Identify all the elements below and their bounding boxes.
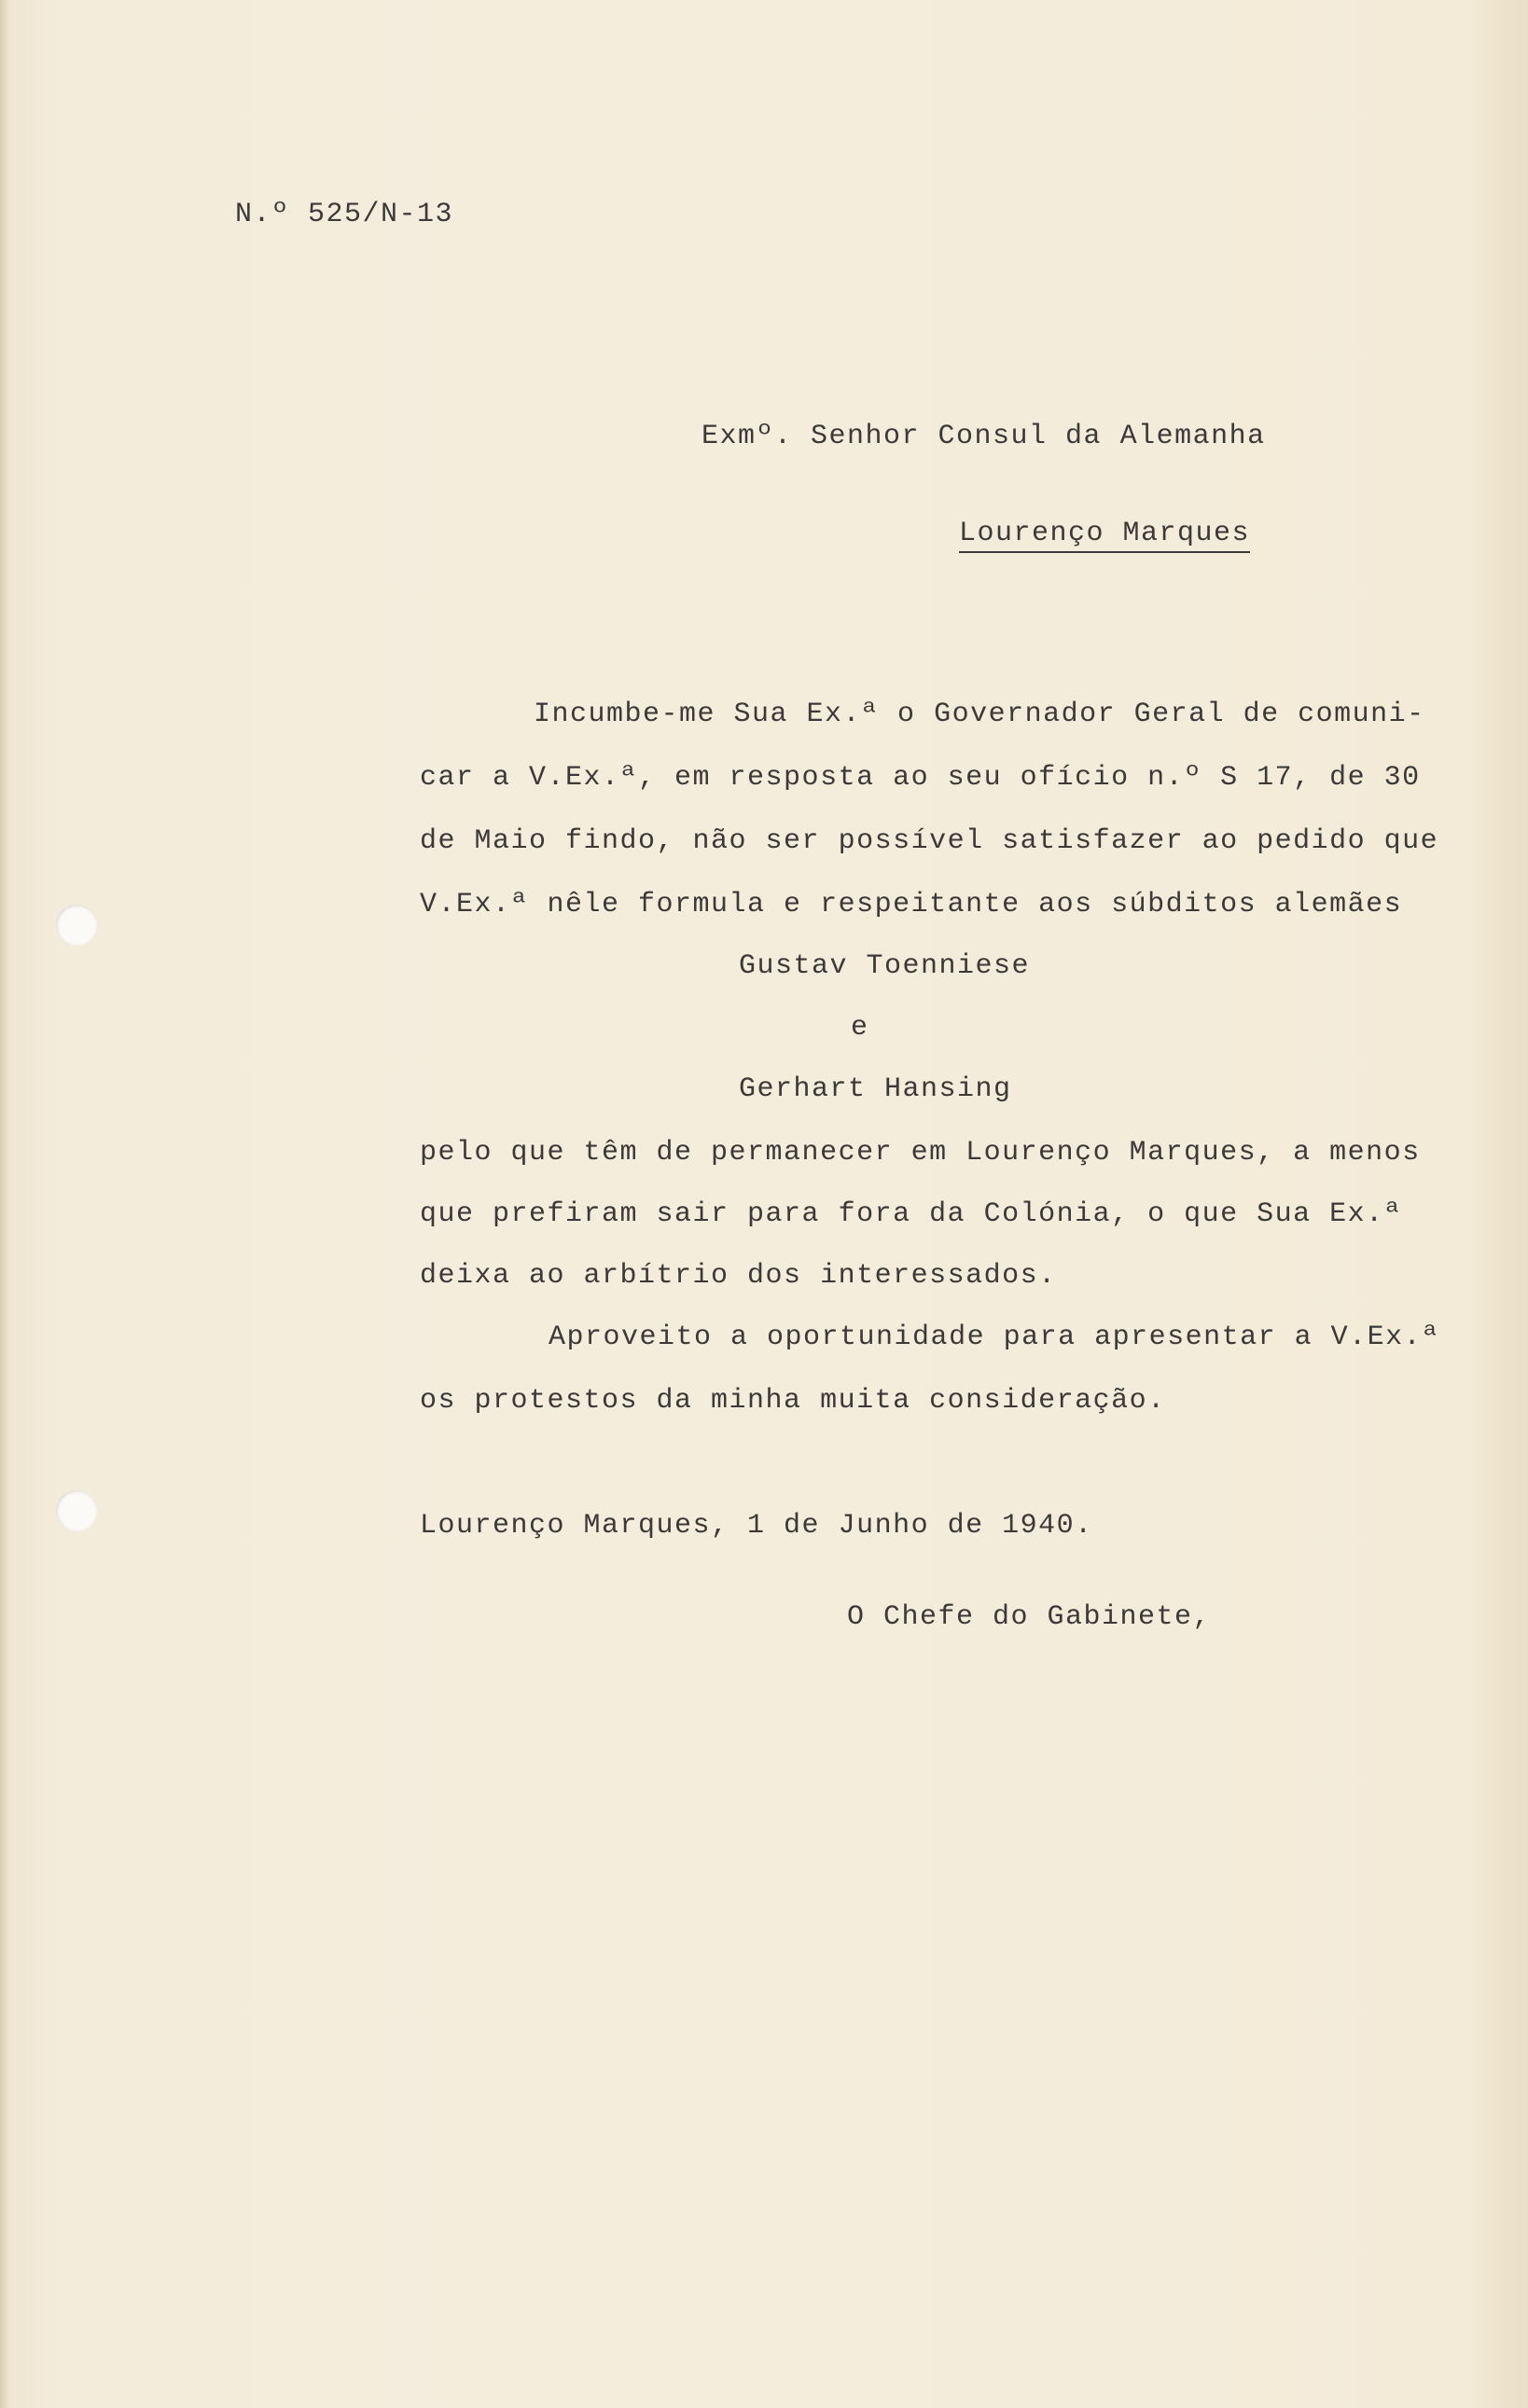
body-line-7: deixa ao arbítrio dos interessados. (420, 1260, 1057, 1292)
punch-hole-bottom (56, 1490, 97, 1531)
person-name-1: Gustav Toenniese (739, 950, 1031, 982)
person-name-2: Gerhart Hansing (739, 1073, 1012, 1105)
body-line-3: de Maio findo, não ser possível satisfazer ao pedido que (420, 825, 1439, 857)
page-edge-shadow (0, 0, 9, 2408)
addressee-city: Lourenço Marques (959, 518, 1250, 553)
dateline: Lourenço Marques, 1 de Junho de 1940. (420, 1510, 1093, 1542)
body-line-5: pelo que têm de permanecer em Lourenço Marques, a menos (420, 1137, 1421, 1169)
addressee-city-wrap (886, 483, 1250, 584)
addressee-title: Exmº. Senhor Consul da Alemanha (701, 421, 1266, 452)
body-line-2: car a V.Ex.ª, em resposta ao seu ofício n.º S 17, de 30 (420, 762, 1421, 794)
body-line-4: V.Ex.ª nêle formula e respeitante aos súbditos alemães (420, 889, 1403, 920)
body-line-8: Aproveito a oportunidade para apresentar a V.Ex.ª (549, 1322, 1440, 1353)
body-line-9: os protestos da minha muita consideração. (420, 1385, 1166, 1417)
body-line-6: que prefiram sair para fora da Colónia, o que Sua Ex.ª (420, 1198, 1403, 1230)
reference-number: N.º 525/N-13 (235, 199, 454, 230)
conjunction: e (851, 1012, 869, 1044)
punch-hole-top (56, 905, 97, 946)
signoff: O Chefe do Gabinete, (847, 1601, 1212, 1633)
body-line-1: Incumbe-me Sua Ex.ª o Governador Geral de comuni- (534, 699, 1425, 730)
